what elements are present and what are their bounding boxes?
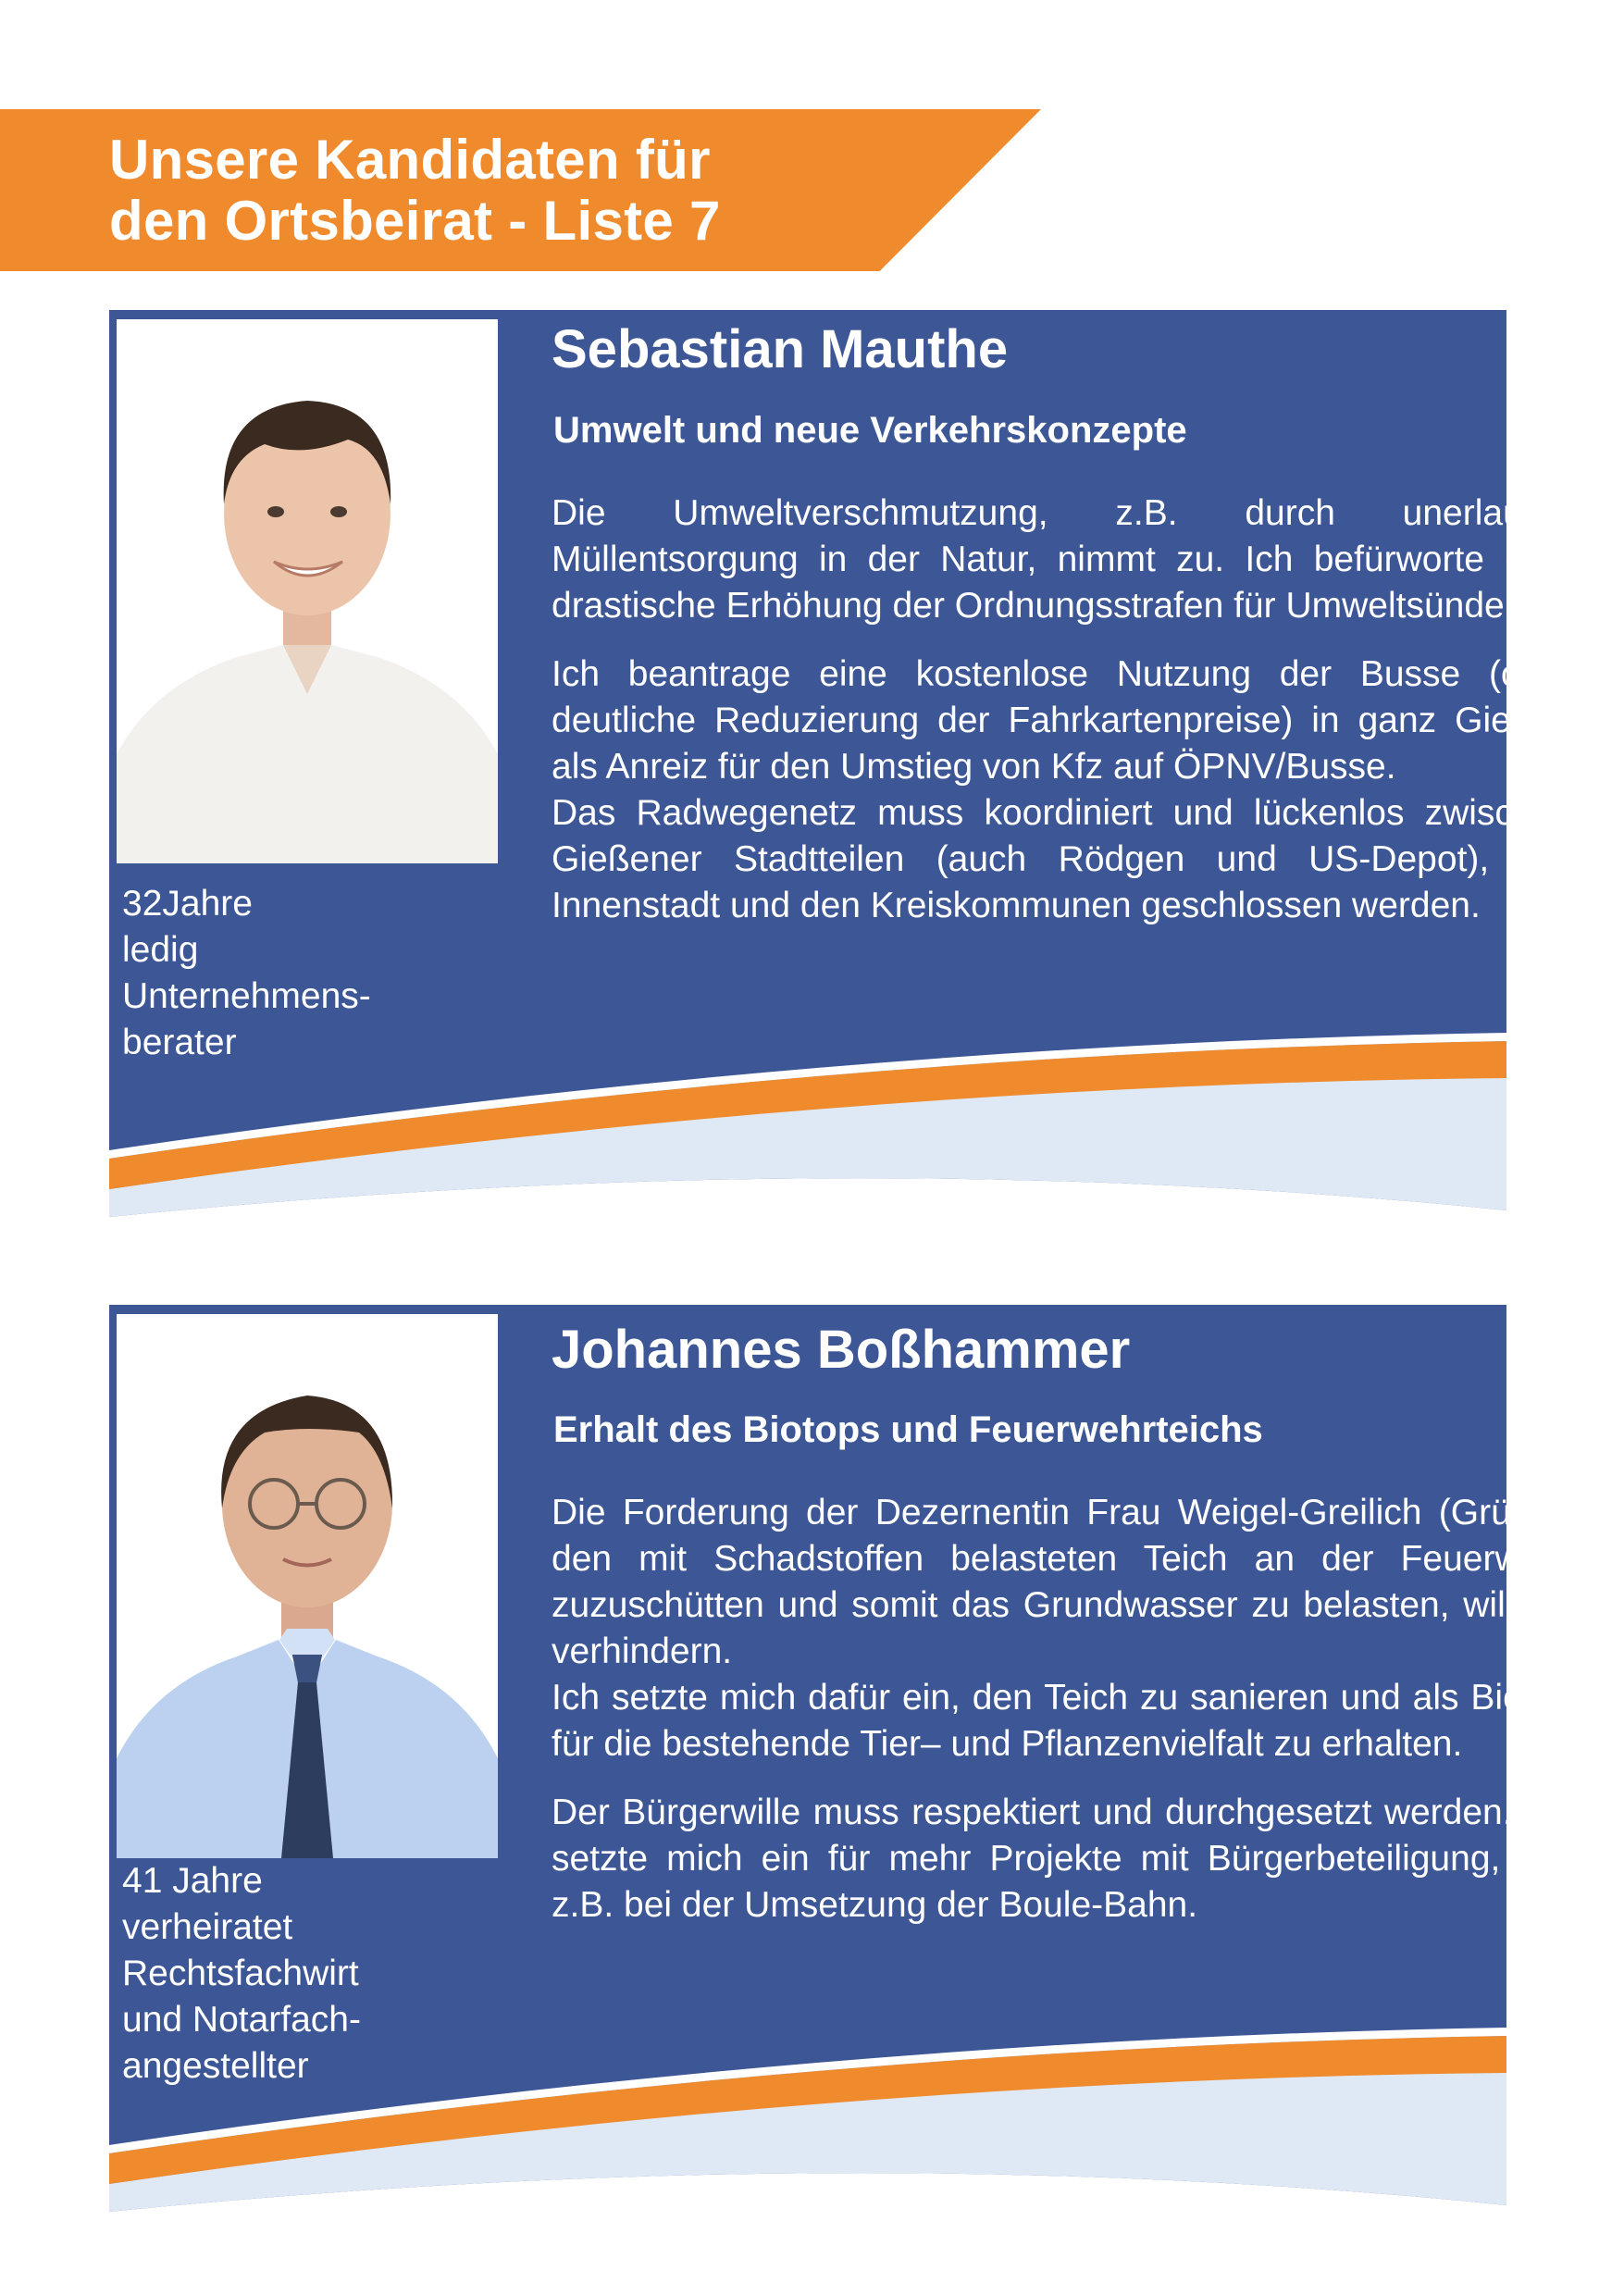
candidate-info [122,881,371,1066]
candidate-status: verheiratet [122,1907,293,1947]
statement-paragraph: Das Radwegenetz muss koordiniert und lückenlos zwischen Gießener Stadtteilen (auch Rödgen und US-Depot), der Innenstadt und den Kreiskommunen geschlossen werden. [552,793,1573,925]
candidate-profession-2: und Notarfach- [122,2000,361,2040]
statement-paragraph: Ich beantrage eine kostenlose Nutzung der Busse (oder deutliche Reduzierung der Fahrkartenpreise) in ganz Gießen als Anreiz für den Umstieg von Kfz auf ÖPNV/Busse. [552,654,1573,787]
statement-paragraph: Ich setzte mich dafür ein, den Teich zu sanieren und als Biotop für die bestehende Tier– und Pflanzenvielfalt zu erhalten. [552,1678,1573,1764]
statement-paragraph: Die Forderung der Dezernentin Frau Weigel-Greilich (Grüne), den mit Schadstoffen belasteten Teich an der Feuerwehr zuzuschütten und somit das Grundwasser zu belasten, will ich verhindern. [552,1493,1573,1671]
statement-paragraph: Der Bürgerwille muss respektiert und durchgesetzt werden. Ich setzte mich ein für mehr Projekte mit Bürgerbeteiligung, wie z.B. bei der Umsetzung der Boule-Bahn. [552,1793,1573,1925]
page-title-line-1: Unsere Kandidaten für [109,129,711,191]
candidate-card-1 [109,310,1573,1217]
candidate-topic: Erhalt des Biotops und Feuerwehrteichs [553,1409,1263,1450]
candidate-statement [552,490,1573,929]
candidate-info [122,1858,361,2090]
candidate-photo [117,319,498,863]
person-portrait-icon [117,319,498,863]
page-title [109,130,721,252]
candidate-card-2 [109,1305,1573,2212]
person-portrait-icon [117,1314,498,1858]
candidate-statement [552,1490,1573,1929]
candidate-topic: Umwelt und neue Verkehrskonzepte [553,410,1187,451]
page-title-line-2: den Ortsbeirat - Liste 7 [109,190,721,252]
candidate-profession-1: Rechtsfachwirt [122,1954,359,1993]
candidate-profession-3: angestellter [122,2046,309,2086]
candidate-profession-2: berater [122,1023,237,1062]
candidate-age: 41 Jahre [122,1861,263,1901]
statement-paragraph: Die Umweltverschmutzung, z.B. durch unerlaubte Müllentsorgung in der Natur, nimmt zu. Ich befürworte eine drastische Erhöhung der Ordnungsstrafen für Umweltsünder. [552,493,1573,626]
candidate-age: 32Jahre [122,884,253,924]
candidate-profession-1: Unternehmens- [122,976,371,1016]
candidate-photo [117,1314,498,1858]
candidate-name: Johannes Boßhammer [552,1320,1131,1380]
candidate-status: ledig [122,930,199,970]
candidate-name: Sebastian Mauthe [552,319,1009,379]
